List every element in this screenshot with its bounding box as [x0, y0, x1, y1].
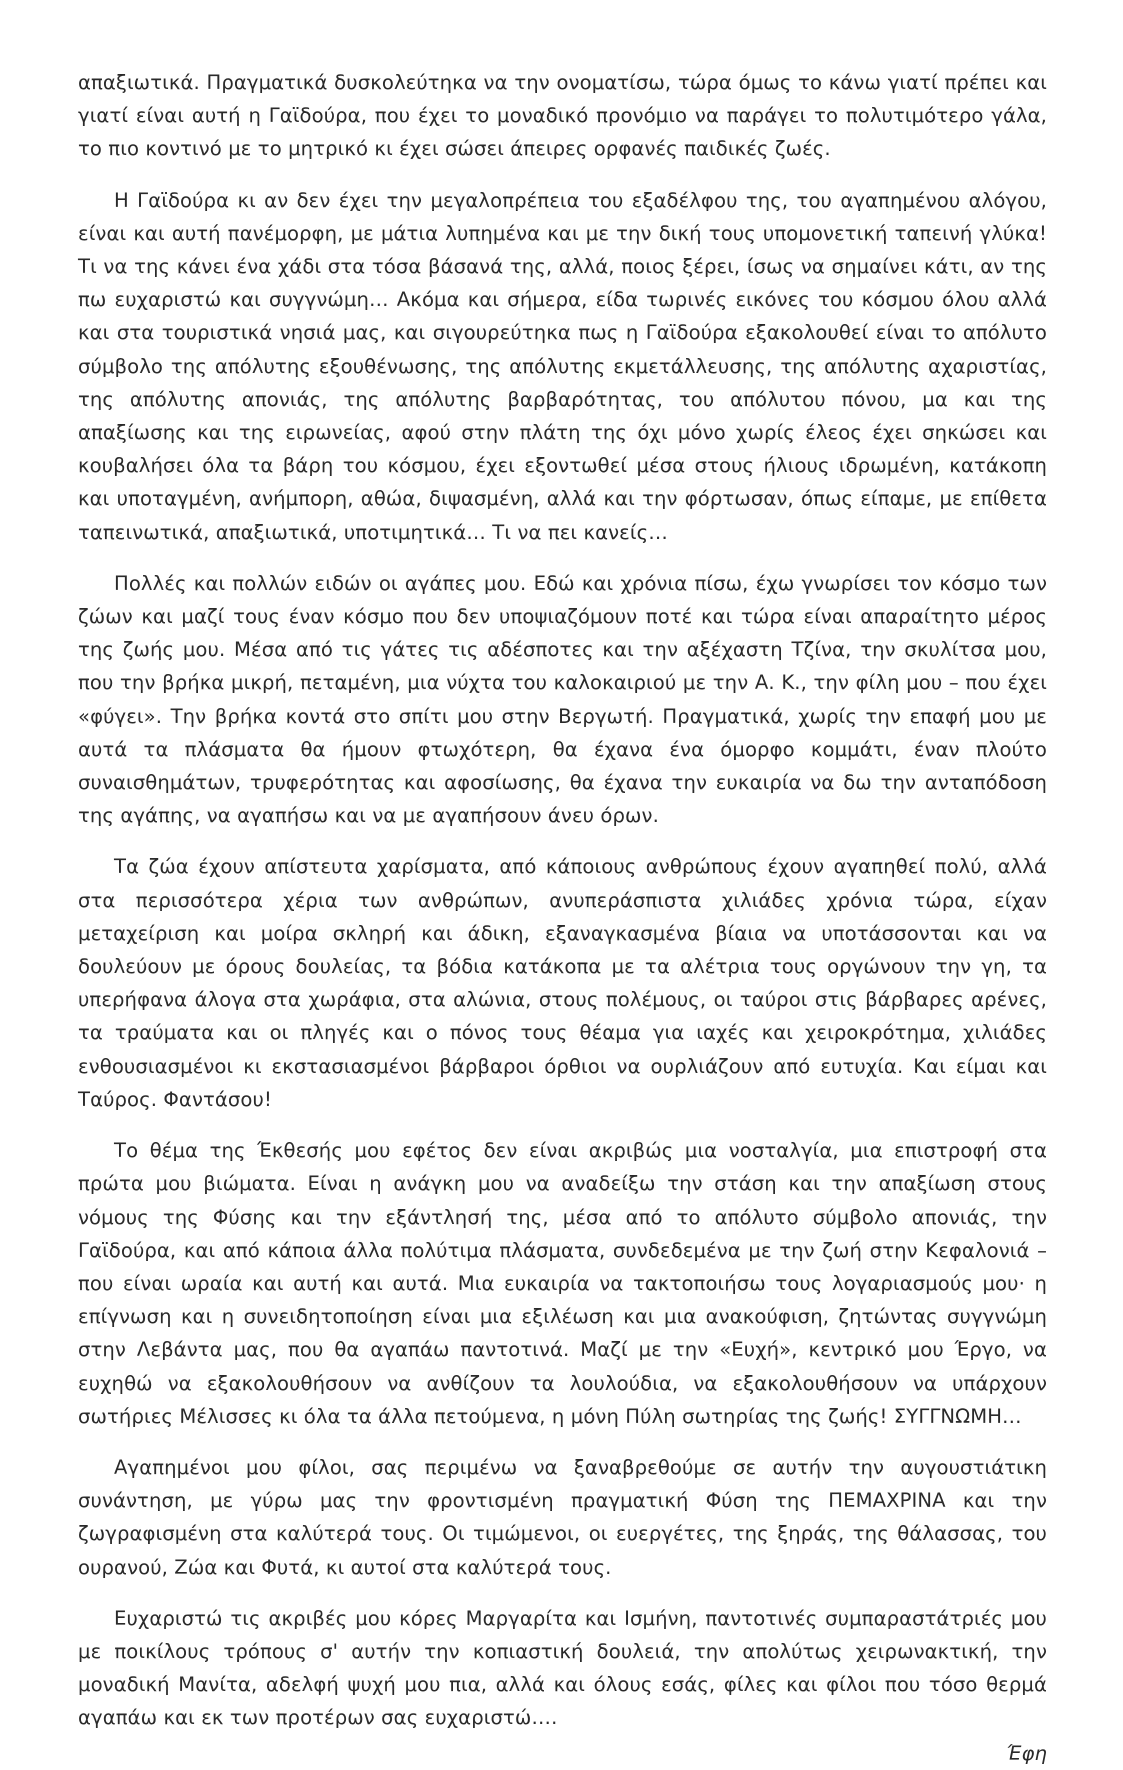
- paragraph-2: Η Γαϊδούρα κι αν δεν έχει την μεγαλοπρέπεια του εξαδέλφου της, του αγαπημένου αλόγου, είναι και αυτή πανέμορφη, με μάτια λυπημένα και με την δική τους υπομονετική ταπεινή γλύκα! Τι να της κάνει ένα χάδι στα τόσα βάσανά της, αλλά, ποιος ξέρει, ίσως να σημαίνει κάτι, αν της πω ευχαριστώ και συγγνώμη… Ακόμα και σήμερα, είδα τωρινές εικόνες του κόσμου όλου αλλά και στα τουριστικά νησιά μας, και σιγουρεύτηκα πως η Γαϊδούρα εξακολουθεί είναι το απόλυτο σύμβολο της απόλυτης εξουθένωσης, της απόλυτης εκμετάλλευσης, της απόλυτης αχαριστίας, της απόλυτης απονιάς, της απόλυτης βαρβαρότητας, του απόλυτου πόνου, μα και της απαξίωσης και της ειρωνείας, αφού στην πλάτη της όχι μόνο χωρίς έλεος έχει σηκώσει και κουβαλήσει όλα τα βάρη του κόσμου, έχει εξοντωθεί μέσα στους ήλιους ιδρωμένη, κατάκοπη και υποταγμένη, ανήμπορη, αθώα, διψασμένη, αλλά και την φόρτωσαν, όπως είπαμε, με επίθετα ταπεινωτικά, απαξιωτικά, υποτιμητικά… Τι να πει κανείς…: [78, 188, 1047, 544]
- paragraph-5: Το θέμα της Έκθεσής μου εφέτος δεν είναι ακριβώς μια νοσταλγία, μια επιστροφή στα πρώτα μου βιώματα. Είναι η ανάγκη μου να αναδείξω την στάση και την απαξίωση στους νόμους της Φύσης και την εξάντλησή της, μέσα από το απόλυτο σύμβολο απονιάς, την Γαϊδούρα, και από κάποια άλλα πολύτιμα πλάσματα, συνδεδεμένα με την ζωή στην Κεφαλονιά – που είναι ωραία και αυτή και αυτά. Μια ευκαιρία να τακτοποιήσω τους λογαριασμούς μου· η επίγνωση και η συνειδητοποίηση είναι μια εξιλέωση και μια ανακούφιση, ζητώντας συγγνώμη στην Λεβάντα μας, που θα αγαπάω παντοτινά. Μαζί με την «Ευχή», κεντρικό μου Έργο, να ευχηθώ να εξακολουθήσουν να ανθίζουν τα λουλούδια, να εξακολουθήσουν να υπάρχουν σωτήριες Μέλισσες κι όλα τα άλλα πετούμενα, η μόνη Πύλη σωτηρίας της ζωής! ΣΥΓΓΝΩΜΗ…: [78, 1139, 1047, 1428]
- paragraph-7: Ευχαριστώ τις ακριβές μου κόρες Μαργαρίτα και Ισμήνη, παντοτινές συμπαραστάτριές μου με ποικίλους τρόπους σ' αυτήν την κοπιαστική δουλειά, την απολύτως χειρωνακτική, την μοναδική Μανίτα, αδελφή ψυχή μου πια, αλλά και όλους εσάς, φίλες και φίλοι που τόσο θερμά αγαπάω και εκ των προτέρων σας ευχαριστώ….: [78, 1606, 1047, 1730]
- paragraph-4: Τα ζώα έχουν απίστευτα χαρίσματα, από κάποιους ανθρώπους έχουν αγαπηθεί πολύ, αλλά στα περισσότερα χέρια των ανθρώπων, ανυπεράσπιστα χιλιάδες χρόνια τώρα, είχαν μεταχείριση και μοίρα σκληρή και άδικη, εξαναγκασμένα βίαια να υποτάσσονται και να δουλεύουν με όρους δουλείας, τα βόδια κατάκοπα με τα αλέτρια τους οργώνουν την γη, τα υπερήφανα άλογα στα χωράφια, στα αλώνια, στους πολέμους, οι ταύροι στις βάρβαρες αρένες, τα τραύματα και οι πληγές και ο πόνος τους θέαμα για ιαχές και χειροκρότημα, χιλιάδες ενθουσιασμένοι κι εκστασιασμένοι βάρβαροι όρθιοι να ουρλιάζουν από ευτυχία. Και είμαι και Ταύρος. Φαντάσου!: [78, 855, 1047, 1111]
- author-signature: Έφη: [1006, 1741, 1047, 1765]
- paragraph-6: Αγαπημένοι μου φίλοι, σας περιμένω να ξαναβρεθούμε σε αυτήν την αυγουστιάτικη συνάντηση, με γύρω μας την φροντισμένη πραγματική Φύση της ΠΕΜΑΧΡΙΝΑ και την ζωγραφισμένη στα καλύτερά τους. Οι τιμώμενοι, οι ευεργέτες, της ξηράς, της θάλασσας, του ουρανού, Ζώα και Φυτά, κι αυτοί στα καλύτερά τους.: [78, 1455, 1047, 1579]
- paragraph-1: απαξιωτικά. Πραγματικά δυσκολεύτηκα να την ονοματίσω, τώρα όμως το κάνω γιατί πρέπει και γιατί είναι αυτή η Γαϊδούρα, που έχει το μοναδικό προνόμιο να παράγει το πολυτιμότερο γάλα, το πιο κοντινό με το μητρικό κι έχει σώσει άπειρες ορφανές παιδικές ζωές.: [78, 71, 1047, 161]
- document-page: [78, 66, 1047, 1770]
- paragraph-3: Πολλές και πολλών ειδών οι αγάπες μου. Εδώ και χρόνια πίσω, έχω γνωρίσει τον κόσμο των ζώων και μαζί τους έναν κόσμο που δεν υποψιαζόμουν ποτέ και τώρα είναι απαραίτητο μέρος της ζωής μου. Μέσα από τις γάτες τις αδέσποτες και την αξέχαστη Τζίνα, την σκυλίτσα μου, που την βρήκα μικρή, πεταμένη, μια νύχτα του καλοκαιριού με την Α. Κ., την φίλη μου – που έχει «φύγει». Την βρήκα κοντά στο σπίτι μου στην Βεργωτή. Πραγματικά, χωρίς την επαφή μου με αυτά τα πλάσματα θα ήμουν φτωχότερη, θα έχανα ένα όμορφο κομμάτι, έναν πλούτο συναισθημάτων, τρυφερότητας και αφοσίωσης, θα έχανα την ευκαιρία να δω την ανταπόδοση της αγάπης, να αγαπήσω και να με αγαπήσουν άνευ όρων.: [78, 571, 1047, 828]
